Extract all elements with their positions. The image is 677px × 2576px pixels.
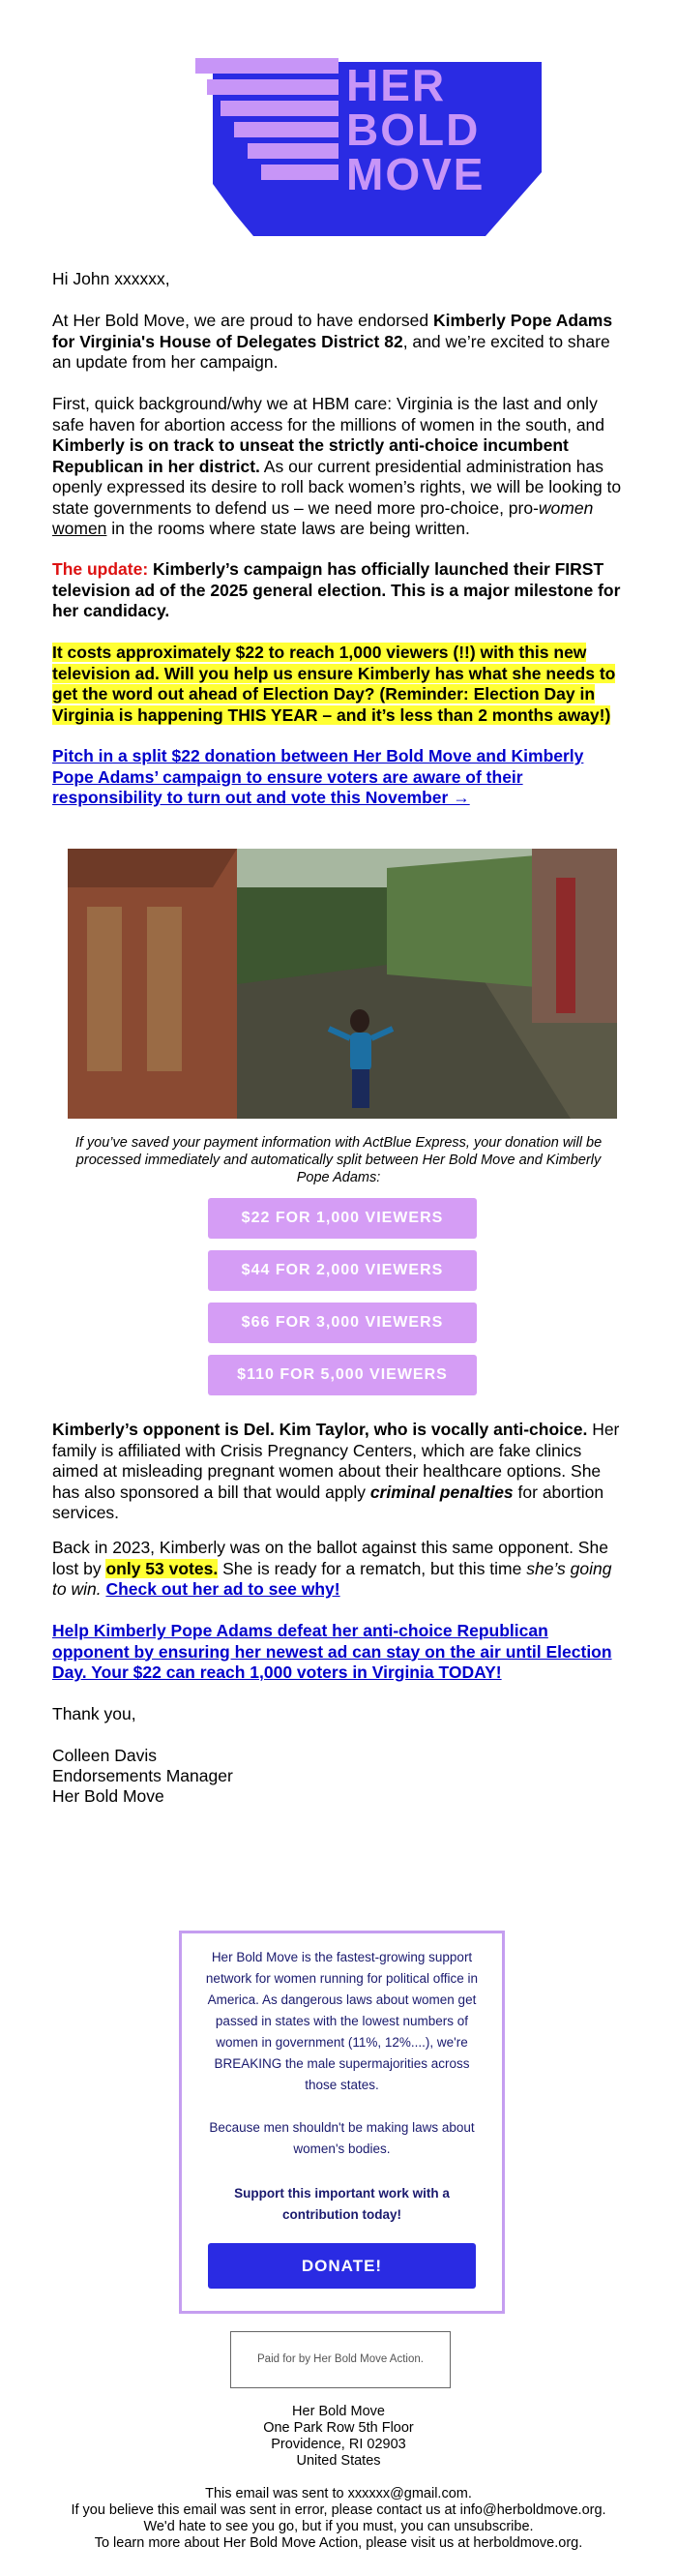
about-text: Her Bold Move is the fastest-growing support network for women running for political office in America. As dangerous laws about women get passed in states with the lowest numbers of women in government (11%, 12%....), we're BREAKING the male supermajorities across those states. (205, 1950, 479, 2092)
actblue-note: If you’ve saved your payment information with ActBlue Express, your donation will be processed immediately and automatically split between Her Bold Move and Kimberly Pope Adams: (74, 1135, 603, 1185)
address-street: One Park Row 5th Floor (263, 2420, 414, 2436)
address-city: Providence, RI 02903 (271, 2437, 406, 2452)
watch-ad-link[interactable]: Check out her ad to see why! (105, 1579, 340, 1599)
donate-22-button[interactable]: $22 FOR 1,000 VIEWERS (208, 1198, 477, 1239)
donate-split-link[interactable]: Pitch in a split $22 donation between Her Bold Move and Kimberly Pope Adams’ campaign to ensure voters are aware of their responsibility to turn out and vote this November → (52, 746, 584, 807)
donate-110-button[interactable]: $110 FOR 5,000 VIEWERS (208, 1355, 477, 1395)
donate-button[interactable]: DONATE! (208, 2243, 476, 2289)
donate-44-button[interactable]: $44 FOR 2,000 VIEWERS (208, 1250, 477, 1291)
legal-unsubscribe[interactable]: We'd hate to see you go, but if you must, you can unsubscribe. (143, 2519, 534, 2534)
donate-66-button[interactable]: $66 FOR 3,000 VIEWERS (208, 1303, 477, 1343)
campaign-ad-photo[interactable] (68, 849, 617, 1119)
logo-line-move: MOVE (346, 149, 486, 199)
paid-for-disclaimer: Paid for by Her Bold Move Action. (230, 2331, 451, 2388)
logo-line-her: HER (346, 60, 447, 110)
legal-learn-more: To learn more about Her Bold Move Action, please visit us at herboldmove.org. (94, 2535, 583, 2551)
legal-contact: If you believe this email was sent in error, please contact us at info@herboldmove.org. (71, 2502, 606, 2518)
logo-line-bold: BOLD (346, 105, 481, 155)
signoff-org: Her Bold Move (52, 1786, 164, 1806)
address-country: United States (296, 2453, 381, 2469)
signoff-name: Colleen Davis (52, 1746, 157, 1765)
signoff-thanks: Thank you, (52, 1704, 136, 1723)
greeting: Hi John xxxxxx, (52, 269, 170, 288)
paragraph-cost-highlight: It costs approximately $22 to reach 1,000 viewers (!!) with this new television ad. Will you help us ensure Kimberly has what she needs to get the word out ahead of Election Day? (Reminder: Election Day in Virginia is happening THIS YEAR – and it’s less than 2 months away!) (52, 643, 616, 725)
address-org: Her Bold Move (292, 2404, 385, 2419)
about-tagline: Because men shouldn't be making laws about women's bodies. (209, 2120, 475, 2156)
paragraph-opponent: Kimberly’s opponent is Del. Kim Taylor, who is vocally anti-choice. Her family is affiliated with Crisis Pregnancy Centers, which are fake clinics aimed at misleading pregnant women about their healthcare options. She has also sponsored a bill that would apply criminal penalties for abortion services. (52, 1420, 620, 1522)
paragraph-rematch: Back in 2023, Kimberly was on the ballot against this same opponent. She lost by only 53 votes. She is ready for a rematch, but this time she’s going to win. Check out her ad to see why! (52, 1538, 612, 1599)
defeat-opponent-link[interactable]: Help Kimberly Pope Adams defeat her anti-choice Republican opponent by ensuring her newest ad can stay on the air until Election Day. Your $22 can reach 1,000 voters in Virginia TODAY! (52, 1621, 612, 1682)
about-box (179, 1931, 505, 2314)
paragraph-background: First, quick background/why we at HBM care: Virginia is the last and only safe haven for abortion access for the millions of women in the south, and Kimberly is on track to unseat the strictly anti-choice incumbent Republican in her district. As our current presidential administration has openly expressed its desire to roll back women’s rights, we will be looking to state governments to defend us – we need more pro-choice, pro-women women in the rooms where state laws are being written. (52, 394, 622, 538)
her-bold-move-logo (157, 48, 542, 236)
legal-sent-to: This email was sent to xxxxxx@gmail.com. (205, 2486, 472, 2501)
support-text: Support this important work with a contribution today! (234, 2186, 450, 2222)
signoff-title: Endorsements Manager (52, 1766, 233, 1785)
paragraph-endorsement: At Her Bold Move, we are proud to have endorsed Kimberly Pope Adams for Virginia's House of Delegates District 82, and we’re excited to share an update from her campaign. (52, 311, 613, 372)
paragraph-update: The update: Kimberly’s campaign has officially launched their FIRST television ad of the 2025 general election. This is a major milestone for her candidacy. (52, 559, 621, 620)
update-label: The update: (52, 559, 149, 579)
